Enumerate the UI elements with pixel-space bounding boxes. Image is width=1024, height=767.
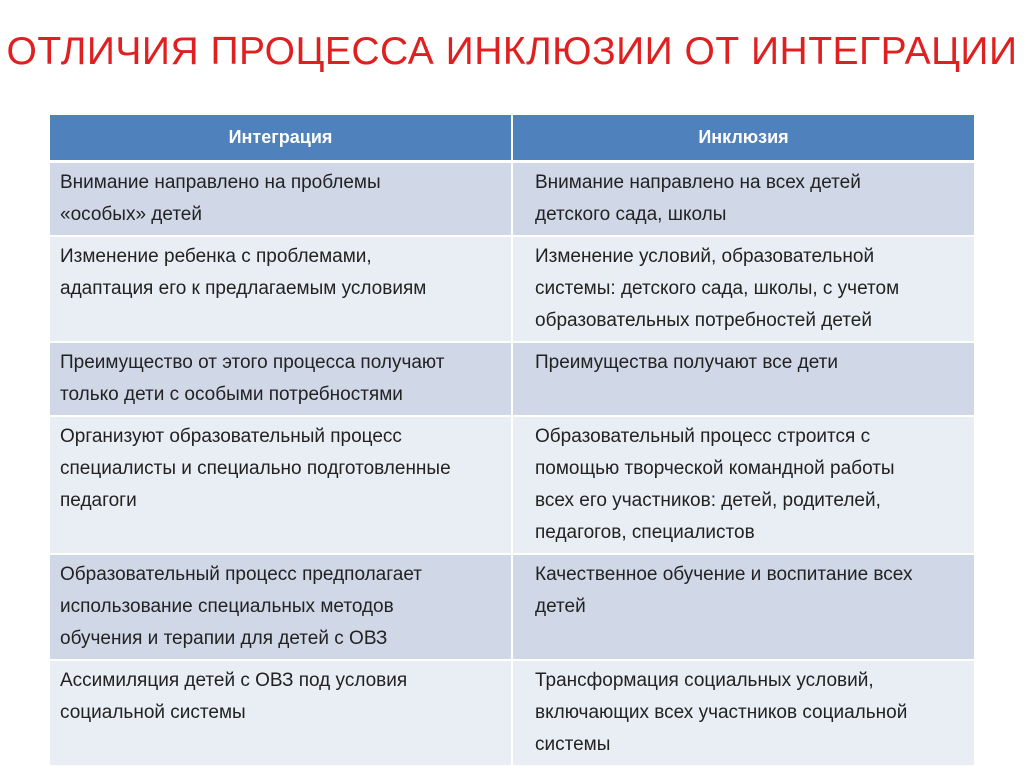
cell-text: Организуют образовательный процесс специалисты и специально подготовленные педагоги: [60, 426, 451, 511]
cell-text: Качественное обучение и воспитание всех детей: [535, 564, 913, 617]
integration-cell: [50, 416, 512, 554]
inclusion-cell: [512, 554, 974, 660]
cell-text: Ассимиляция детей с ОВЗ под условия социальной системы: [60, 670, 408, 723]
cell-text: Внимание направлено на проблемы «особых» детей: [60, 172, 381, 225]
integration-cell: [50, 236, 512, 342]
comparison-table: [50, 115, 974, 767]
inclusion-cell: [512, 236, 974, 342]
cell-text: Изменение условий, образовательной системы: детского сада, школы, с учетом образовательных потребностей детей: [535, 246, 900, 331]
cell-text: Внимание направлено на всех детей детского сада, школы: [535, 172, 861, 225]
integration-cell: [50, 162, 512, 237]
cell-text: Преимущество от этого процесса получают только дети с особыми потребностями: [60, 352, 445, 405]
integration-cell: [50, 554, 512, 660]
cell-text: Образовательный процесс строится с помощью творческой командной работы всех его участников: детей, родителей, педагогов, специалистов: [535, 426, 895, 543]
table-row: [50, 342, 974, 416]
cell-text: Трансформация социальных условий, включающих всех участников социальной системы: [535, 670, 908, 755]
table-row: [50, 554, 974, 660]
cell-text: Изменение ребенка с проблемами, адаптация его к предлагаемым условиям: [60, 246, 427, 299]
table-header-row: [50, 115, 974, 162]
table-row: [50, 416, 974, 554]
cell-text: Преимущества получают все дети: [535, 352, 838, 373]
inclusion-cell: [512, 660, 974, 766]
column-header-integration: Интеграция: [50, 115, 512, 162]
page-title: ОТЛИЧИЯ ПРОЦЕССА ИНКЛЮЗИИ ОТ ИНТЕГРАЦИИ: [6, 30, 1018, 73]
table-row: [50, 162, 974, 237]
table-row: [50, 236, 974, 342]
column-header-inclusion: Инклюзия: [512, 115, 974, 162]
table-row: [50, 660, 974, 766]
inclusion-cell: [512, 416, 974, 554]
cell-text: Образовательный процесс предполагает использование специальных методов обучения и терапии для детей с ОВЗ: [60, 564, 422, 649]
integration-cell: [50, 342, 512, 416]
inclusion-cell: [512, 342, 974, 416]
integration-cell: [50, 660, 512, 766]
inclusion-cell: [512, 162, 974, 237]
